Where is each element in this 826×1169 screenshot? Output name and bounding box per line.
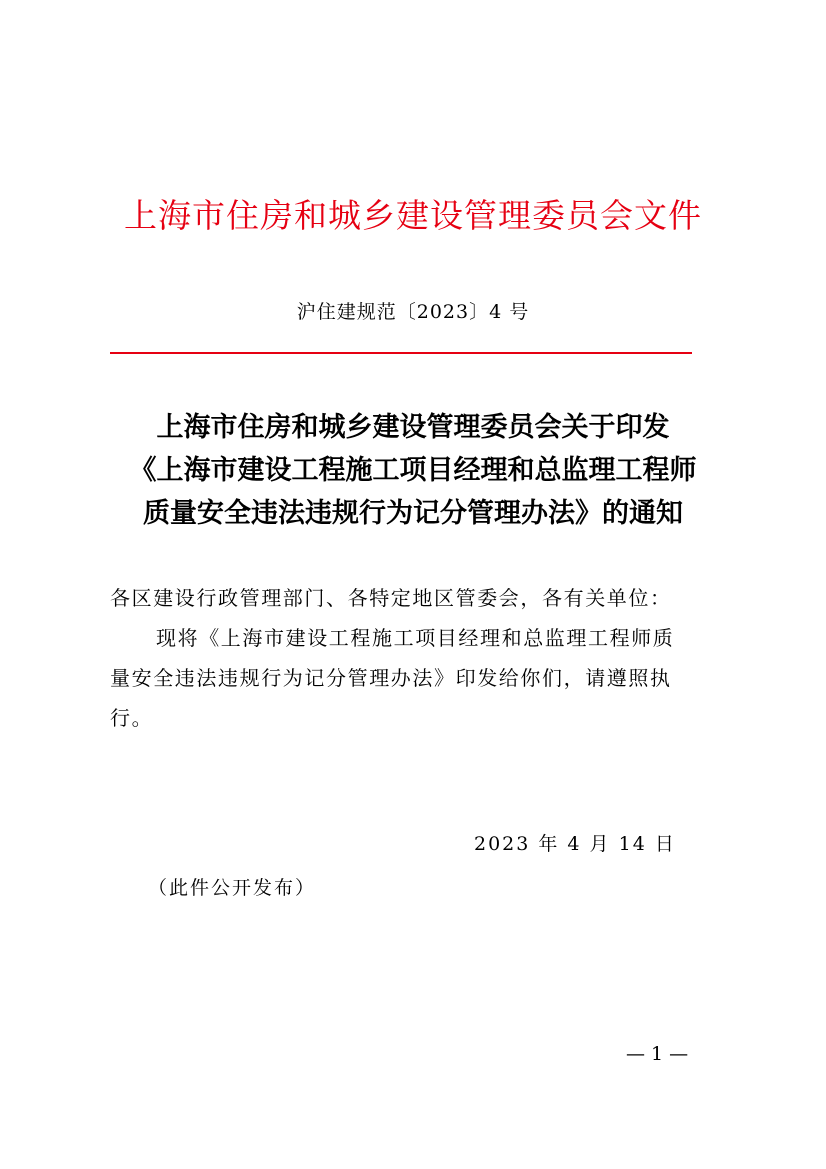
public-release-note: （此件公开发布） — [148, 877, 317, 899]
red-divider-line — [110, 352, 692, 354]
body-paragraph-line: 行。 — [110, 706, 154, 730]
addressee-line: 各区建设行政管理部门、各特定地区管委会，各有关单位： — [110, 586, 672, 610]
body-paragraph-line: 量安全违法违规行为记分管理办法》印发给你们，请遵照执 — [110, 666, 672, 690]
document-number: 沪住建规范〔2023〕4 号 — [296, 301, 530, 323]
notice-title-line: 上海市住房和城乡建设管理委员会关于印发 — [156, 412, 670, 443]
body-paragraph-line: 现将《上海市建设工程施工项目经理和总监理工程师质 — [156, 626, 675, 650]
notice-title — [100, 406, 726, 535]
issue-date: 2023 年 4 月 14 日 — [474, 833, 676, 855]
notice-title-line: 质量安全违法违规行为记分管理办法》的通知 — [143, 498, 683, 529]
issuer-header-title: 上海市住房和城乡建设管理委员会文件 — [124, 196, 702, 235]
body-paragraph — [110, 618, 720, 738]
page-number: — 1 — — [626, 1043, 689, 1065]
notice-title-line: 《上海市建设工程施工项目经理和总监理工程师 — [129, 455, 697, 486]
